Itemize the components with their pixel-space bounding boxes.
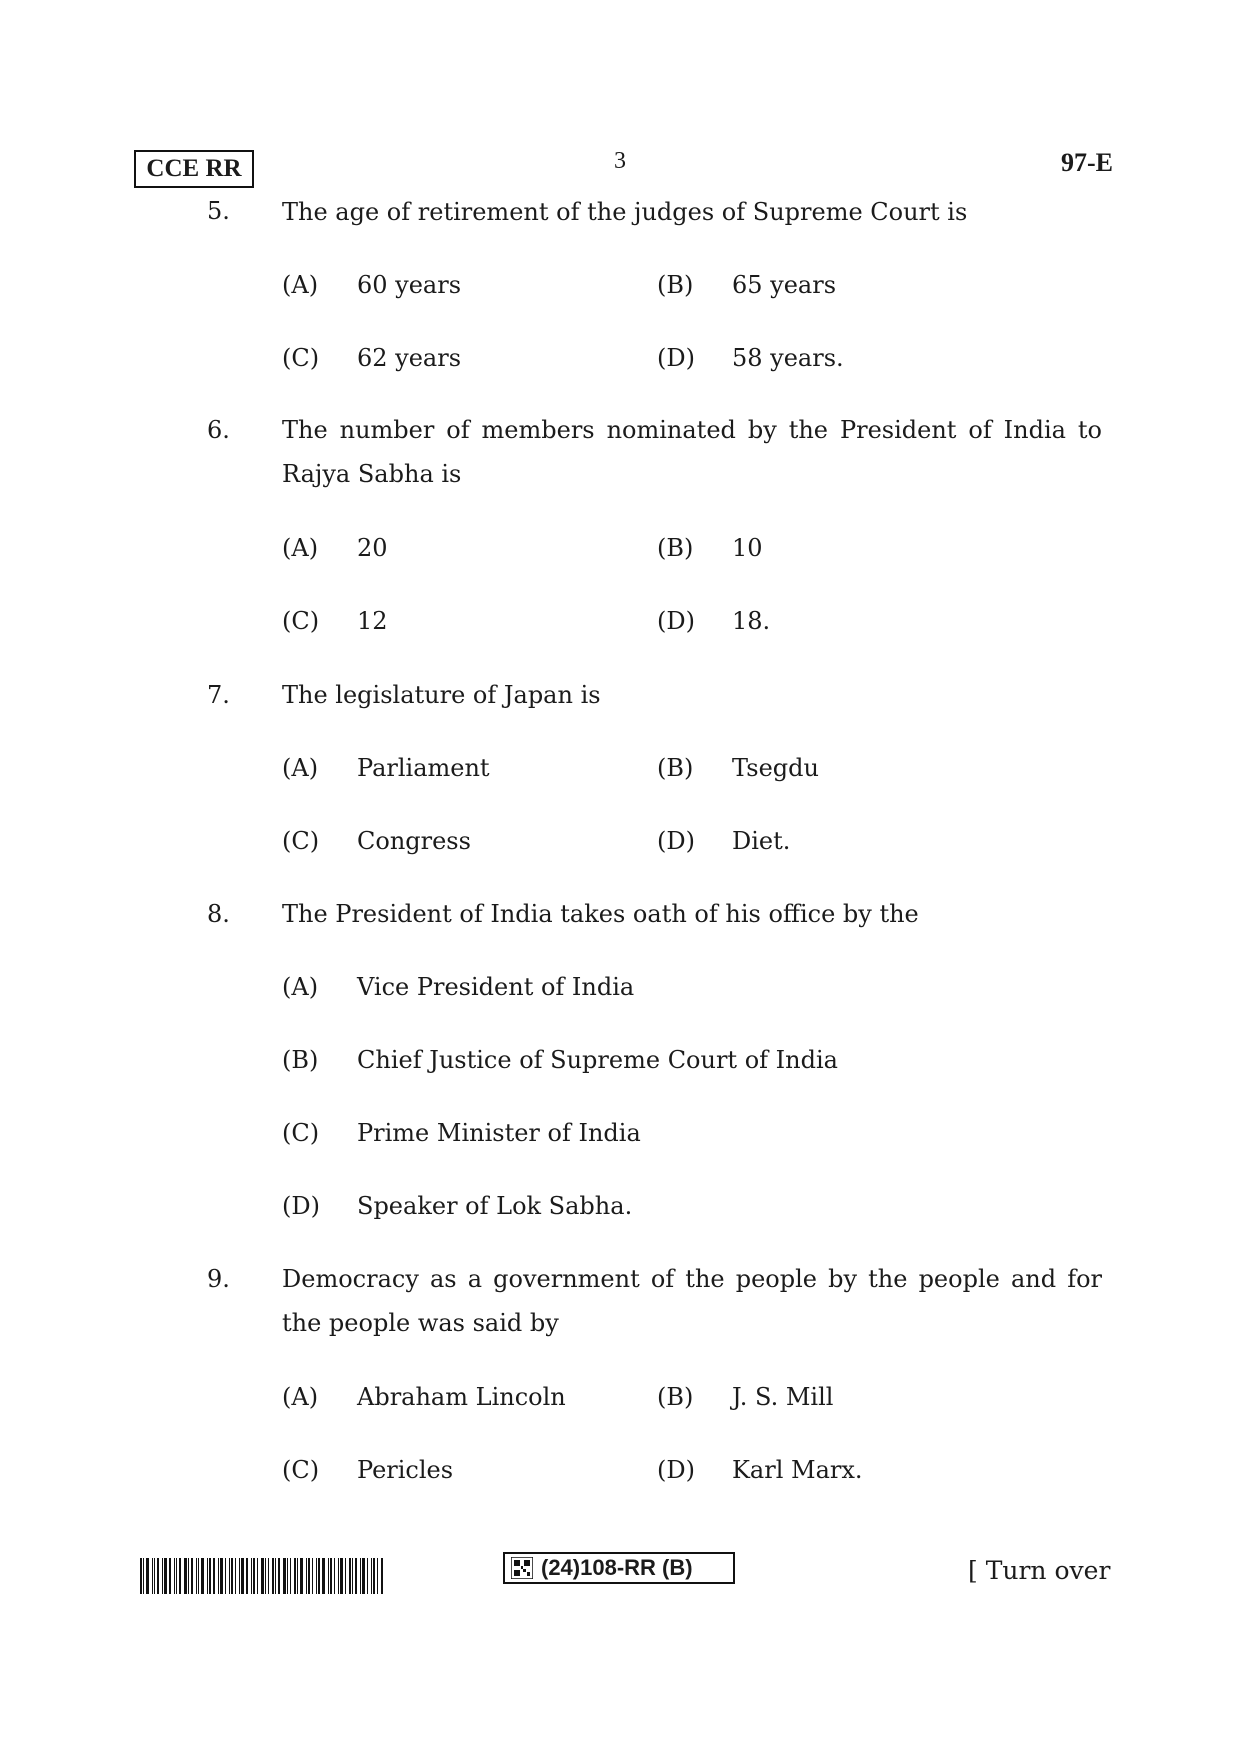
barcode-bar <box>360 1558 361 1594</box>
barcode-bar <box>312 1558 313 1594</box>
option-label: (A) <box>282 1383 319 1411</box>
option-label: (C) <box>282 1456 320 1484</box>
barcode-bar <box>345 1558 346 1594</box>
question-text: The number of members nominated by the President of India to Rajya Sabha is <box>282 416 1102 488</box>
question-number: 7. <box>207 681 230 709</box>
option-label: (C) <box>282 827 320 855</box>
option-text: J. S. Mill <box>732 1383 834 1411</box>
barcode-bar <box>162 1558 163 1594</box>
barcode-bar <box>174 1558 175 1594</box>
option-label: (B) <box>657 754 694 782</box>
barcode-bar <box>176 1558 177 1594</box>
subject-box-label: CCE RR <box>134 150 254 188</box>
barcode-bar <box>169 1558 171 1594</box>
option-text: Abraham Lincoln <box>357 1383 566 1411</box>
question-number: 6. <box>207 416 230 444</box>
option-text: Speaker of Lok Sabha. <box>357 1192 633 1220</box>
option-label: (B) <box>657 1383 694 1411</box>
barcode-bar <box>154 1558 155 1594</box>
option-text: 58 years. <box>732 344 844 372</box>
option-label: (D) <box>282 1192 320 1220</box>
option-label: (C) <box>282 607 320 635</box>
option-text: 12 <box>357 607 388 635</box>
barcode-bar <box>373 1558 375 1594</box>
barcode-bar <box>306 1558 307 1594</box>
option-text: 20 <box>357 534 388 562</box>
barcode-bar <box>246 1558 248 1594</box>
barcode-bar <box>225 1558 226 1594</box>
barcode-bar <box>265 1558 266 1594</box>
question-text: The age of retirement of the judges of Supreme Court is <box>282 198 968 226</box>
option-text: Prime Minister of India <box>357 1119 641 1147</box>
barcode-bar <box>322 1558 325 1594</box>
barcode-bar <box>164 1558 167 1594</box>
option-text: 10 <box>732 534 763 562</box>
option-label: (A) <box>282 534 319 562</box>
option-text: Congress <box>357 827 471 855</box>
barcode-bar <box>294 1558 296 1594</box>
barcode-bar <box>352 1558 353 1594</box>
question-number: 8. <box>207 900 230 928</box>
barcode-bar <box>213 1558 215 1594</box>
question-number: 5. <box>207 197 230 225</box>
barcode-bar <box>209 1558 211 1594</box>
turn-over-note: [ Turn over <box>968 1556 1111 1585</box>
barcode-bar <box>231 1558 233 1594</box>
barcode-bar <box>297 1558 298 1594</box>
barcode-bar <box>340 1558 343 1594</box>
barcode-bar <box>355 1558 357 1594</box>
barcode-bar <box>334 1558 335 1594</box>
option-text: Diet. <box>732 827 791 855</box>
barcode-bar <box>300 1558 303 1594</box>
option-label: (B) <box>282 1046 319 1074</box>
booklet-code-box <box>503 1552 735 1584</box>
barcode-bar <box>272 1558 274 1594</box>
barcode-bar <box>278 1558 280 1594</box>
barcode-bar <box>196 1558 197 1594</box>
barcode-bar <box>201 1558 204 1594</box>
barcode-bar <box>268 1558 269 1594</box>
barcode-bar <box>261 1558 264 1594</box>
barcode-bar <box>257 1558 258 1594</box>
barcode-bar <box>316 1558 317 1594</box>
barcode-bar <box>157 1558 159 1594</box>
question-number: 9. <box>207 1265 230 1293</box>
barcode-bar <box>239 1558 240 1594</box>
barcode-bar <box>179 1558 181 1594</box>
barcode-bar <box>308 1558 310 1594</box>
option-label: (A) <box>282 271 319 299</box>
option-label: (D) <box>657 1456 695 1484</box>
booklet-code: (24)108-RR (B) <box>541 1555 693 1580</box>
option-label: (A) <box>282 973 319 1001</box>
barcode-bar <box>318 1558 320 1594</box>
option-text: 18. <box>732 607 771 635</box>
option-text: Chief Justice of Supreme Court of India <box>357 1046 838 1074</box>
barcode-bar <box>188 1558 189 1594</box>
barcode-bar <box>229 1558 230 1594</box>
question-text: The legislature of Japan is <box>282 681 601 709</box>
barcode-bar <box>143 1558 144 1594</box>
barcode-bar <box>253 1558 255 1594</box>
qr-code-icon <box>511 1557 533 1579</box>
option-text: Vice President of India <box>357 973 635 1001</box>
barcode-bar <box>207 1558 208 1594</box>
barcode-bar <box>140 1558 142 1594</box>
barcode-bar <box>381 1558 383 1594</box>
option-label: (D) <box>657 344 695 372</box>
option-label: (D) <box>657 827 695 855</box>
barcode-bar <box>290 1558 291 1594</box>
option-text: 62 years <box>357 344 462 372</box>
option-text: Tsegdu <box>732 754 819 782</box>
barcode-bar <box>287 1558 288 1594</box>
option-text: Karl Marx. <box>732 1456 863 1484</box>
barcode-bar <box>275 1558 276 1594</box>
barcode-bar <box>362 1558 365 1594</box>
option-text: 60 years <box>357 271 462 299</box>
option-label: (C) <box>282 344 320 372</box>
barcode-bar <box>220 1558 223 1594</box>
barcode-bar <box>328 1558 329 1594</box>
barcode-bar <box>367 1558 368 1594</box>
option-text: Pericles <box>357 1456 454 1484</box>
barcode-bar <box>146 1558 149 1594</box>
option-text: Parliament <box>357 754 490 782</box>
barcode-bar <box>184 1558 187 1594</box>
barcode-bar <box>152 1558 153 1594</box>
barcode-bar <box>198 1558 199 1594</box>
barcode-bar <box>283 1558 286 1594</box>
option-label: (C) <box>282 1119 320 1147</box>
barcode-bar <box>338 1558 339 1594</box>
barcode-bar <box>377 1558 378 1594</box>
barcode-bar <box>251 1558 252 1594</box>
barcode-bar <box>218 1558 219 1594</box>
barcode-bar <box>235 1558 236 1594</box>
barcode-bar <box>371 1558 372 1594</box>
barcode-bar <box>349 1558 351 1594</box>
barcode-bar <box>241 1558 244 1594</box>
barcode-icon <box>140 1558 384 1594</box>
option-text: 65 years <box>732 271 837 299</box>
option-label: (A) <box>282 754 319 782</box>
option-label: (B) <box>657 534 694 562</box>
option-label: (B) <box>657 271 694 299</box>
option-label: (D) <box>657 607 695 635</box>
question-text: The President of India takes oath of his office by the <box>282 900 919 928</box>
paper-code: 97-E <box>1061 148 1113 177</box>
page-number: 3 <box>614 148 626 174</box>
question-text: Democracy as a government of the people by the people and for the people was said by <box>282 1265 1102 1337</box>
barcode-bar <box>330 1558 332 1594</box>
barcode-bar <box>191 1558 193 1594</box>
